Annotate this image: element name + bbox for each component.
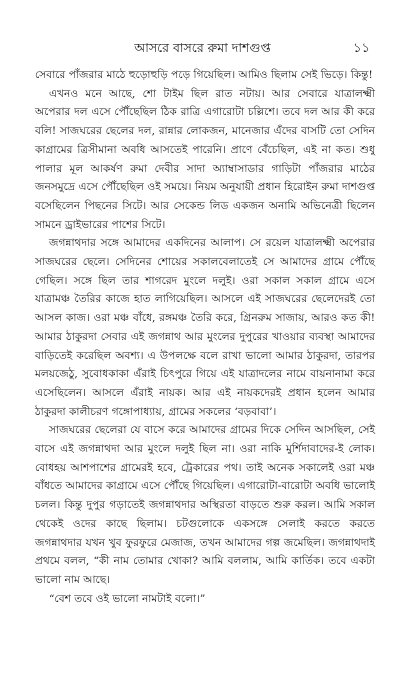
paragraph: সাজঘরের ছেলেরা যে বাসে করে আমাদের গ্রামের দিকে সেদিন আসছিল, সেই বাসে এই জগন্নাথদা আর মুংলে দলুই ছিল না। ওরা নাকি মুর্শিদাবাদের-ই লোক। বোধহয় আশপাশের গ্রামেরই হবে, ট্রেকারের পথ। তাই অনেক সকালেই ওরা মঞ্চ বাঁধতে আমাদের কাগ্রামে এসে পৌঁছে গিয়েছিল। এগারোটা-বারোটা অবধি ভালোই চলল। কিন্তু দুপুর গড়াতেই জগন্নাথদার অস্থিরতা বাড়তে শুরু করল। আমি সকাল থেকেই ওদের কাছে ছিলাম। চটগুলোকে একসঙ্গে সেলাই করতে করতে জগন্নাথদার যখন খুব ফুরফুরে মেজাজ, তখন আমাদের গল্প জমেছিল। জগন্নাথদাই প্রথমে বলল, “কী নাম তোমার খোকা? আমি বললাম, আমি কার্তিক। তবে একটা ভালো নাম আছে। [35,424,375,586]
page-number: ১১ [353,41,370,56]
body-text [35,66,375,608]
paragraph: সেবারে পাঁজরার মাঠে হুড়োহুড়ি পড়ে গিয়েছিল। আমিও ছিলাম সেই ভিড়ে। কিন্তু! [35,69,373,81]
page-header [35,40,370,60]
paragraph: জগন্নাথদার সঙ্গে আমাদের একদিনের আলাপ। সে রয়েল যাত্রালক্ষ্মী অপেরার সাজঘরের ছেলে। সেদিনের শোয়ের সকালবেলাতেই সে আমাদের গ্রামে পৌঁছে গেছিল। সঙ্গে ছিল তার শাগরেদ মুংলে দলুই। ওরা সকাল সকাল গ্রামে এসে যাত্রামঞ্চ তৈরির কাজে হাত লাগিয়েছিল। আসলে এই সাজঘরের ছেলেদেরই তো আসল কাজ। ওরা মঞ্চ বাঁধে, রঙ্গমঞ্চ তৈরি করে, গ্রিনরুম সাজায়, আরও কত কী! আমার ঠাকুরদা সেবার এই জগন্নাথ আর মুংলের দুপুরের খাওয়ার ব্যবস্থা আমাদের বাড়িতেই করেছিল অবশ্য। এ উপলক্ষে বলে রাখা ভালো আমার ঠাকুরদা, তারপর মলয়জেঠু, সুবোধকাকা এঁরাই চিৎপুরে গিয়ে এই যাত্রাদলের নামে বায়নানামা করে এসেছিলেন। আসলে এঁরাই নায়ক। আর এই নায়কদেরই প্রধান হলেন আমার ঠাকুরদা কালীচরণ গঙ্গোপাধ্যায়, গ্রামের সকলের ‘বড়বাবা’। [35,237,375,418]
paragraph: “বেশ তবে ওই ভালো নামটাই বলো।” [49,592,206,605]
paragraph: এখনও মনে আছে, শো টাইম ছিল রাত নটায়। আর সেবারে যাত্রালক্ষ্মী অপেরার দল এসে পৌঁছেছিল ঠিক রাত্রি এগারোটা চল্লিশে। তবে দল আর কী করে বলি! সাজঘরের ছেলের দল, রান্নার লোকজন, মানেজার এঁদের বাসটি তো সেদিন কাগ্রামের ত্রিসীমানা অবধি আসতেই পারেনি। প্রাণে বেঁচেছিল, এই না কত। শুধু পালার মূল আকর্ষণ রুমা দেবীর সাদা অ্যাম্বাসাডার গাড়িটা পাঁজরার মাঠের জনসমুদ্রে এসে পৌঁছেছিল ওই সময়ে। নিয়ম অনুযায়ী প্রধান হিরোইন রুমা দাশগুপ্ত বসেছিলেন পিছনের সিটে। আর সেকেন্ড লিড একজন অনামি অভিনেত্রী ছিলেন সামনে ড্রাইভারের পাশের সিটে। [35,87,375,231]
running-title: আসরে বাসরে রুমা দাশগুপ্ত [134,40,271,55]
